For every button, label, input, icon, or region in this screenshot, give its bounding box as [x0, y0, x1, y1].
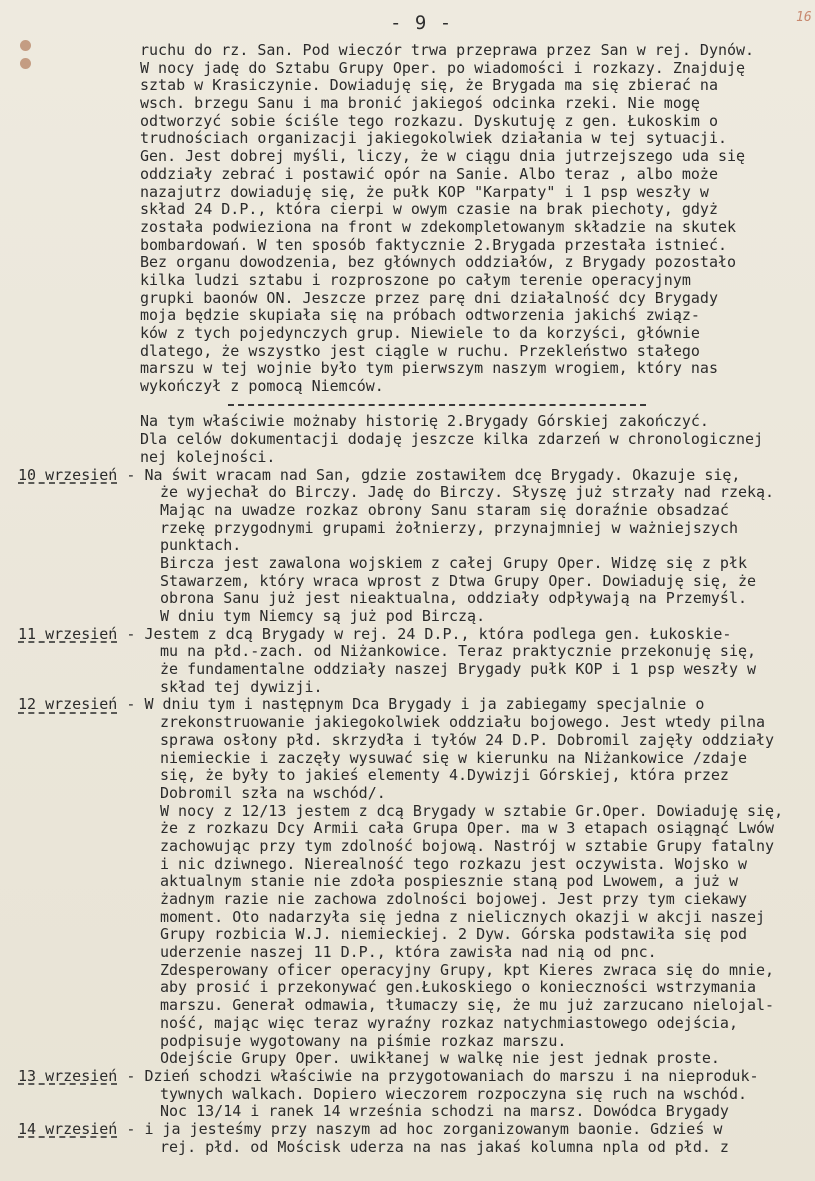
text-line: żadnym razie nie zachowa zdolności bojowej. Jest przy tym ciekawy — [160, 891, 747, 908]
text-line: Dobromil szła na wschód/. — [160, 784, 386, 802]
text-line: wykończył z pomocą Niemców. — [140, 378, 384, 396]
text-line: Odejście Grupy Oper. uwikłanej w walkę nie jest jednak proste. — [160, 1050, 720, 1068]
text-line: Stawarzem, który wraca wprost z Dtwa Grupy Oper. Dowiaduję się, że — [160, 572, 757, 590]
text-line: moja będzie skupiała się na próbach odtworzenia jakichś związ- — [140, 307, 700, 325]
text-line: sprawa osłony płd. skrzydła i tyłów 24 D.P. Dobromil zajęły oddziały — [160, 731, 775, 749]
text-line: moment. Oto nadarzyła się jedna z nielicznych okazji w akcji naszej — [160, 908, 766, 926]
text-line: Mając na uwadze rozkaz obrony Sanu staram się doraźnie obsadzać — [160, 501, 729, 519]
archive-mark: 16 — [796, 10, 812, 25]
text-line: ków z tych pojedynczych grup. Niewiele to da korzyści, głównie — [140, 325, 700, 342]
text-line: grupki baonów ON. Jeszcze przez parę dni działalność dcy Brygady — [140, 289, 718, 307]
text-line: sztab w Krasiczynie. Dowiaduję się, że Brygada ma się zbierać na — [140, 77, 718, 95]
dated-entry-line: 13 wrzesień - Dzień schodzi właściwie na przygotowaniach do marszu i na nieproduk- — [18, 1067, 759, 1085]
page-number: - 9 - — [390, 12, 453, 34]
text-line: obrona Sanu już jest nieaktualna, oddziały odpływają na Przemyśl. — [160, 590, 747, 608]
text-line: skład 24 D.P., która cierpi w owym czasie na brak piechoty, gdyż — [140, 201, 718, 219]
text-line: rej. płd. od Mościsk uderza na nas jakaś kolumna npla od płd. z — [160, 1138, 729, 1156]
dated-entry-line: 11 wrzesień - Jestem z dcą Brygady w rej. 24 D.P., która podlega gen. Łukoskie- — [18, 625, 732, 643]
entry-date: 12 wrzesień — [18, 696, 118, 714]
text-line: Bez organu dowodzenia, bez głównych oddziałów, z Brygady pozostało — [140, 254, 737, 272]
text-line: nej kolejności. — [140, 448, 276, 466]
section-divider — [0, 396, 815, 414]
text-line: Dla celów dokumentacji dodaję jeszcze kilka zdarzeń w chronologicznej — [140, 431, 764, 449]
text-line: trudnościach organizacji jakiegokolwiek działania w tej sytuacji. — [140, 130, 727, 148]
text-line: W dniu tym Niemcy są już pod Birczą. — [160, 608, 486, 625]
text-line: że wyjechał do Birczy. Jadę do Birczy. Słyszę już strzały nad rzeką. — [160, 484, 775, 502]
text-line: że fundamentalne oddziały naszej Brygady pułk KOP i 1 psp weszły w — [160, 661, 757, 679]
entry-date: 13 wrzesień — [18, 1067, 118, 1085]
text-line: marszu. Generał odmawia, tłumaczy się, że mu już zarzucano nielojal- — [160, 997, 775, 1015]
text-line: nazajutrz dowiaduję się, że pułk KOP "Karpaty" i 1 psp weszły w — [140, 183, 709, 201]
text-line: oddziały zebrać i postawić opór na Sanie. Albo teraz , albo może — [140, 165, 718, 183]
text-line: Noc 13/14 i ranek 14 września schodzi na marsz. Dowódca Brygady — [160, 1103, 729, 1121]
text-line: odtworzyć sobie ściśle tego rozkazu. Dyskutuję z gen. Łukoskim o — [140, 112, 718, 130]
text-line: uderzenie naszej 11 D.P., która zawisła nad nią od pnc. — [160, 944, 657, 962]
text-line: niemieckie i zaczęły wysuwać się w kierunku na Niżankowice /zdaje — [160, 749, 747, 767]
text-line: wsch. brzegu Sanu i ma bronić jakiegoś odcinka rzeki. Nie mogę — [140, 95, 700, 113]
dated-entry-line: 12 wrzesień - W dniu tym i następnym Dca Brygady i ja zabiegamy specjalnie o — [18, 696, 705, 714]
dated-entry-line: 10 wrzesień - Na świt wracam nad San, gdzie zostawiłem dcę Brygady. Okazuje się, — [18, 466, 741, 484]
dated-entry-line: 14 wrzesień - i ja jesteśmy przy naszym ad hoc zorganizowanym baonie. Gdzieś w — [18, 1120, 723, 1138]
text-line: aby prosić i przekonywać gen.Łukoskiego o konieczności wstrzymania — [160, 979, 757, 997]
text-line: że z rozkazu Dcy Armii cała Grupa Oper. ma w 3 etapach osiągnąć Lwów — [160, 820, 775, 838]
entry-date: 10 wrzesień — [18, 466, 118, 484]
text-line: zrekonstruowanie jakiegokolwiek oddziału bojowego. Jest wtedy pilna — [160, 714, 766, 732]
typed-text — [0, 42, 815, 1174]
text-line: kilka ludzi sztabu i rozproszone po całym terenie operacyjnym — [140, 271, 691, 289]
text-line: bombardowań. W ten sposób faktycznie 2.Brygada przestała istnieć. — [140, 236, 727, 254]
text-line: W nocy z 12/13 jestem z dcą Brygady w sztabie Gr.Oper. Dowiaduję się, — [160, 802, 784, 820]
text-line: aktualnym stanie nie zdoła pospiesznie staną pod Lwowem, a już w — [160, 873, 738, 891]
text-line: ruchu do rz. San. Pod wieczór trwa przeprawa przez San w rej. Dynów. — [140, 42, 755, 59]
text-line: Bircza jest zawalona wojskiem z całej Grupy Oper. Widzę się z płk — [160, 554, 747, 572]
text-line: Grupy rozbicia W.J. niemieckiej. 2 Dyw. Górska podstawiła się pod — [160, 926, 747, 944]
text-line: ność, mając więc teraz wyraźny rozkaz natychmiastowego odejścia, — [160, 1014, 738, 1032]
text-line: została podwieziona na front w zdekompletowanym składzie na skutek — [140, 218, 737, 236]
text-line: Gen. Jest dobrej myśli, liczy, że w ciągu dnia jutrzejszego uda się — [140, 148, 746, 166]
text-line: zachowując przy tym zdolność bojową. Nastrój w sztabie Grupy fatalny — [160, 837, 775, 855]
text-line: podpisuje wygotowany na piśmie rozkaz marszu. — [160, 1032, 567, 1050]
text-line — [0, 1156, 815, 1174]
text-line: mu na płd.-zach. od Niżankowice. Teraz praktycznie przekonuję się, — [160, 643, 757, 661]
text-line: rzekę przygodnymi grupami żołnierzy, przynajmniej w ważniejszych — [160, 519, 738, 537]
text-line: W nocy jadę do Sztabu Grupy Oper. po wiadomości i rozkazy. Znajduję — [140, 59, 746, 77]
text-line: tywnych walkach. Dopiero wieczorem rozpoczyna się ruch na wschód. — [160, 1085, 747, 1103]
entry-date: 14 wrzesień — [18, 1120, 118, 1138]
text-line: skład tej dywizji. — [160, 678, 323, 696]
text-line: dlatego, że wszystko jest ciągle w ruchu. Przekleństwo stałego — [140, 342, 700, 360]
text-line: marszu w tej wojnie było tym pierwszym naszym wrogiem, który nas — [140, 360, 718, 378]
text-line: Na tym właściwie możnaby historię 2.Brygady Górskiej zakończyć. — [140, 413, 709, 431]
text-line: punktach. — [160, 537, 242, 555]
text-line: się, że były to jakieś elementy 4.Dywizji Górskiej, która przez — [160, 767, 729, 785]
entry-date: 11 wrzesień — [18, 625, 118, 643]
text-line: i nic dziwnego. Nierealność tego rozkazu jest oczywista. Wojsko w — [160, 855, 747, 873]
text-line: Zdesperowany oficer operacyjny Grupy, kpt Kieres zwraca się do mnie, — [160, 961, 775, 979]
